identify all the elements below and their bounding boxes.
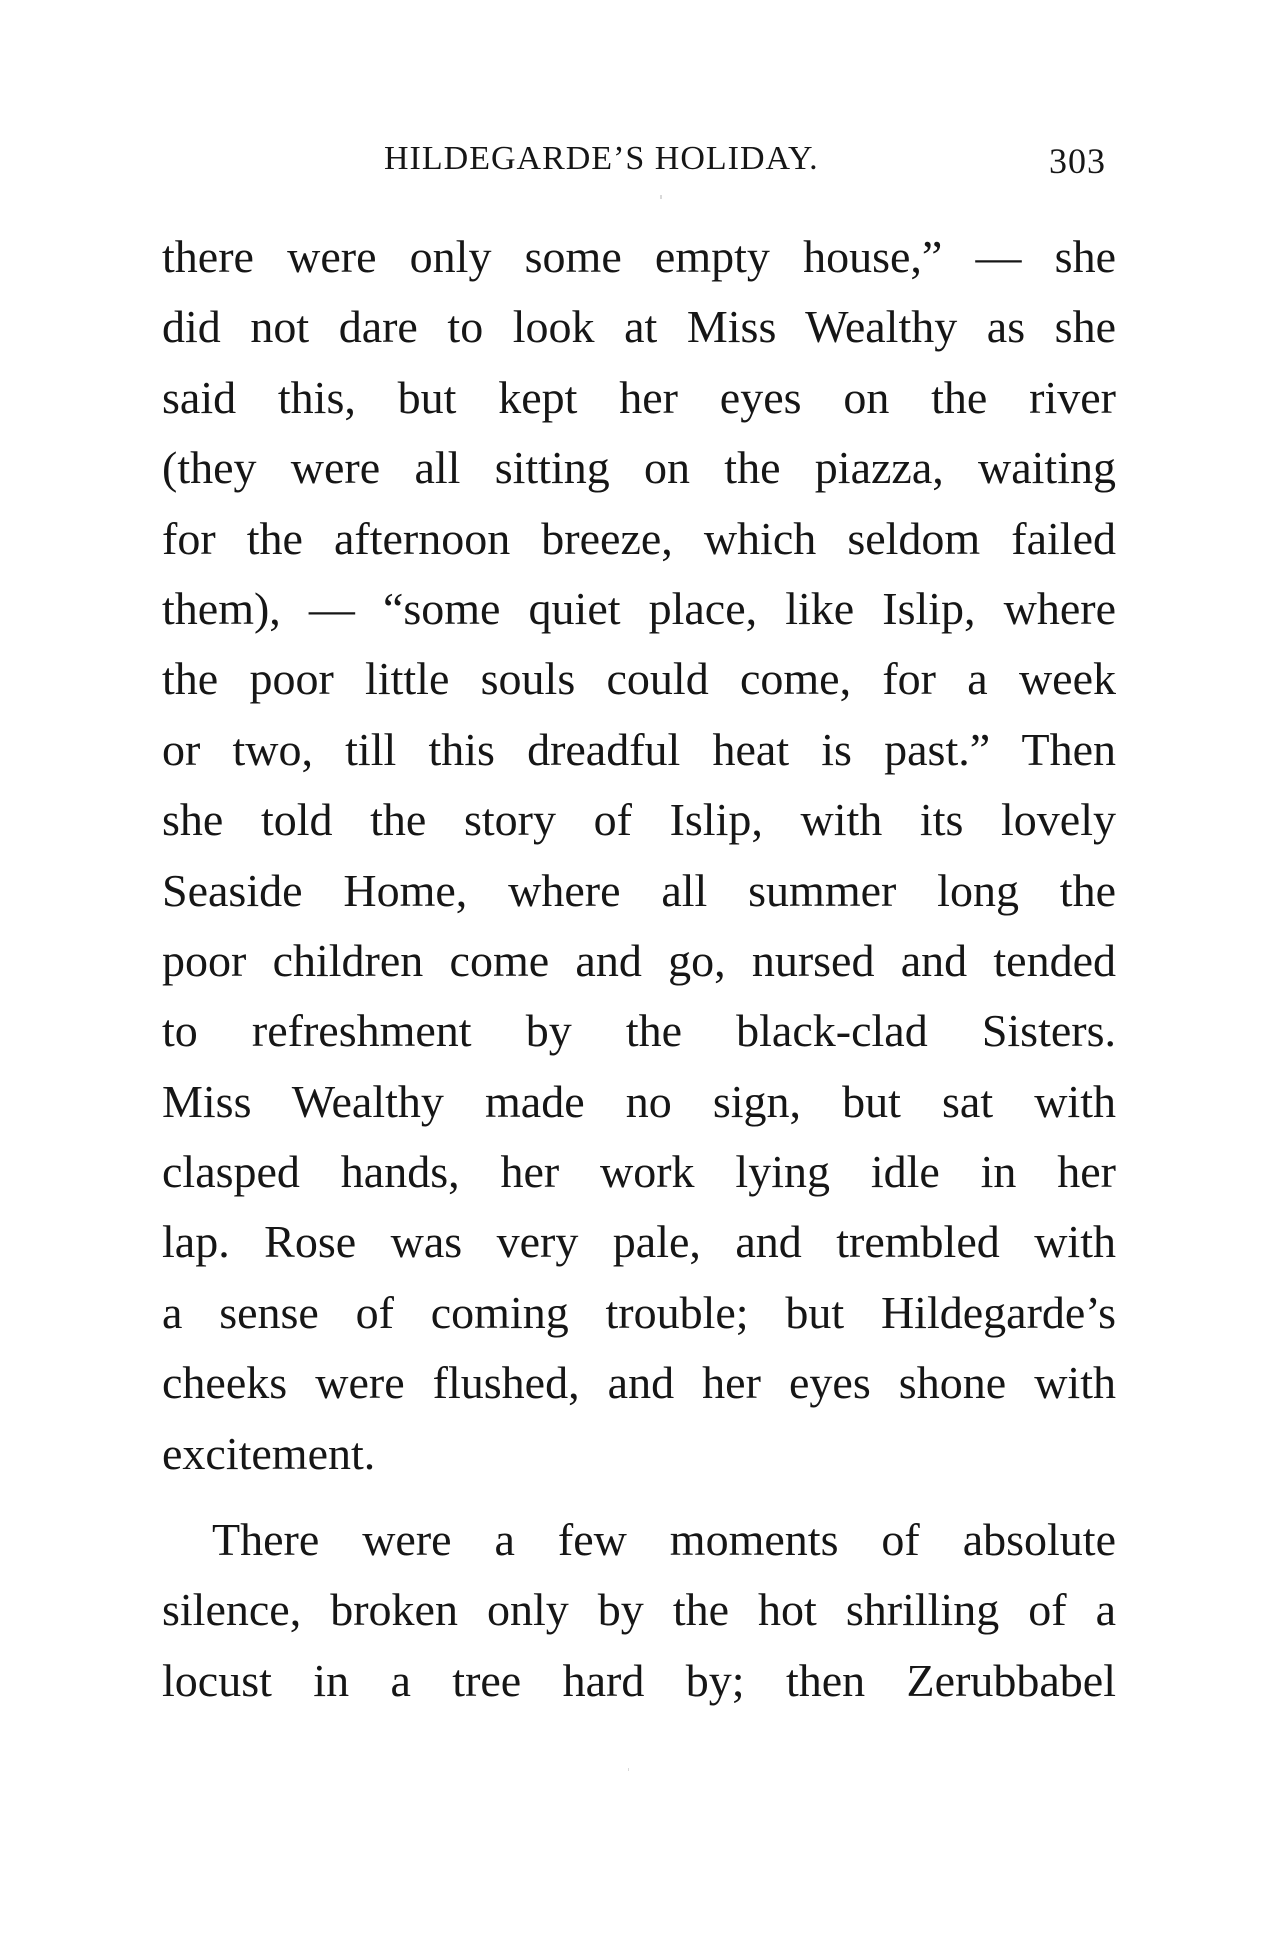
text-line: to refreshment by the black-clad Sisters. (162, 1005, 1116, 1057)
page-number: 303 (1049, 141, 1106, 181)
running-title: HILDEGARDE’S HOLIDAY. (384, 140, 819, 177)
paragraph-1 (162, 222, 1116, 1489)
text-line: or two, till this dreadful heat is past.” Then (162, 723, 1116, 775)
text-line: for the afternoon breeze, which seldom failed (162, 512, 1116, 564)
text-line: she told the story of Islip, with its lovely (162, 794, 1116, 846)
text-line: them), — “some quiet place, like Islip, where (162, 582, 1116, 634)
text-line: silence, broken only by the hot shrilling of a (162, 1584, 1116, 1636)
text-line: locust in a tree hard by; then Zerubbabel (162, 1654, 1116, 1706)
text-line: excitement. (162, 1427, 376, 1479)
text-line: Seaside Home, where all summer long the (162, 864, 1116, 916)
text-line: did not dare to look at Miss Wealthy as she (162, 301, 1116, 353)
text-line: lap. Rose was very pale, and trembled with (162, 1216, 1116, 1268)
text-line: poor children come and go, nursed and tended (162, 934, 1116, 986)
text-line: Miss Wealthy made no sign, but sat with (162, 1075, 1116, 1127)
text-line: cheeks were flushed, and her eyes shone with (162, 1357, 1116, 1409)
text-line: the poor little souls could come, for a week (162, 653, 1116, 705)
text-line: a sense of coming trouble; but Hildegarde’s (162, 1286, 1116, 1338)
paper-speck (660, 195, 662, 199)
running-head (384, 140, 1106, 190)
text-line: (they were all sitting on the piazza, waiting (162, 442, 1116, 494)
text-line: there were only some empty house,” — she (162, 231, 1116, 282)
text-line: There were a few moments of absolute (212, 1514, 1116, 1565)
text-line: said this, but kept her eyes on the river (162, 371, 1116, 423)
paper-speck (628, 1768, 629, 1771)
text-line: clasped hands, her work lying idle in her (162, 1146, 1116, 1198)
paragraph-2 (162, 1505, 1116, 1716)
